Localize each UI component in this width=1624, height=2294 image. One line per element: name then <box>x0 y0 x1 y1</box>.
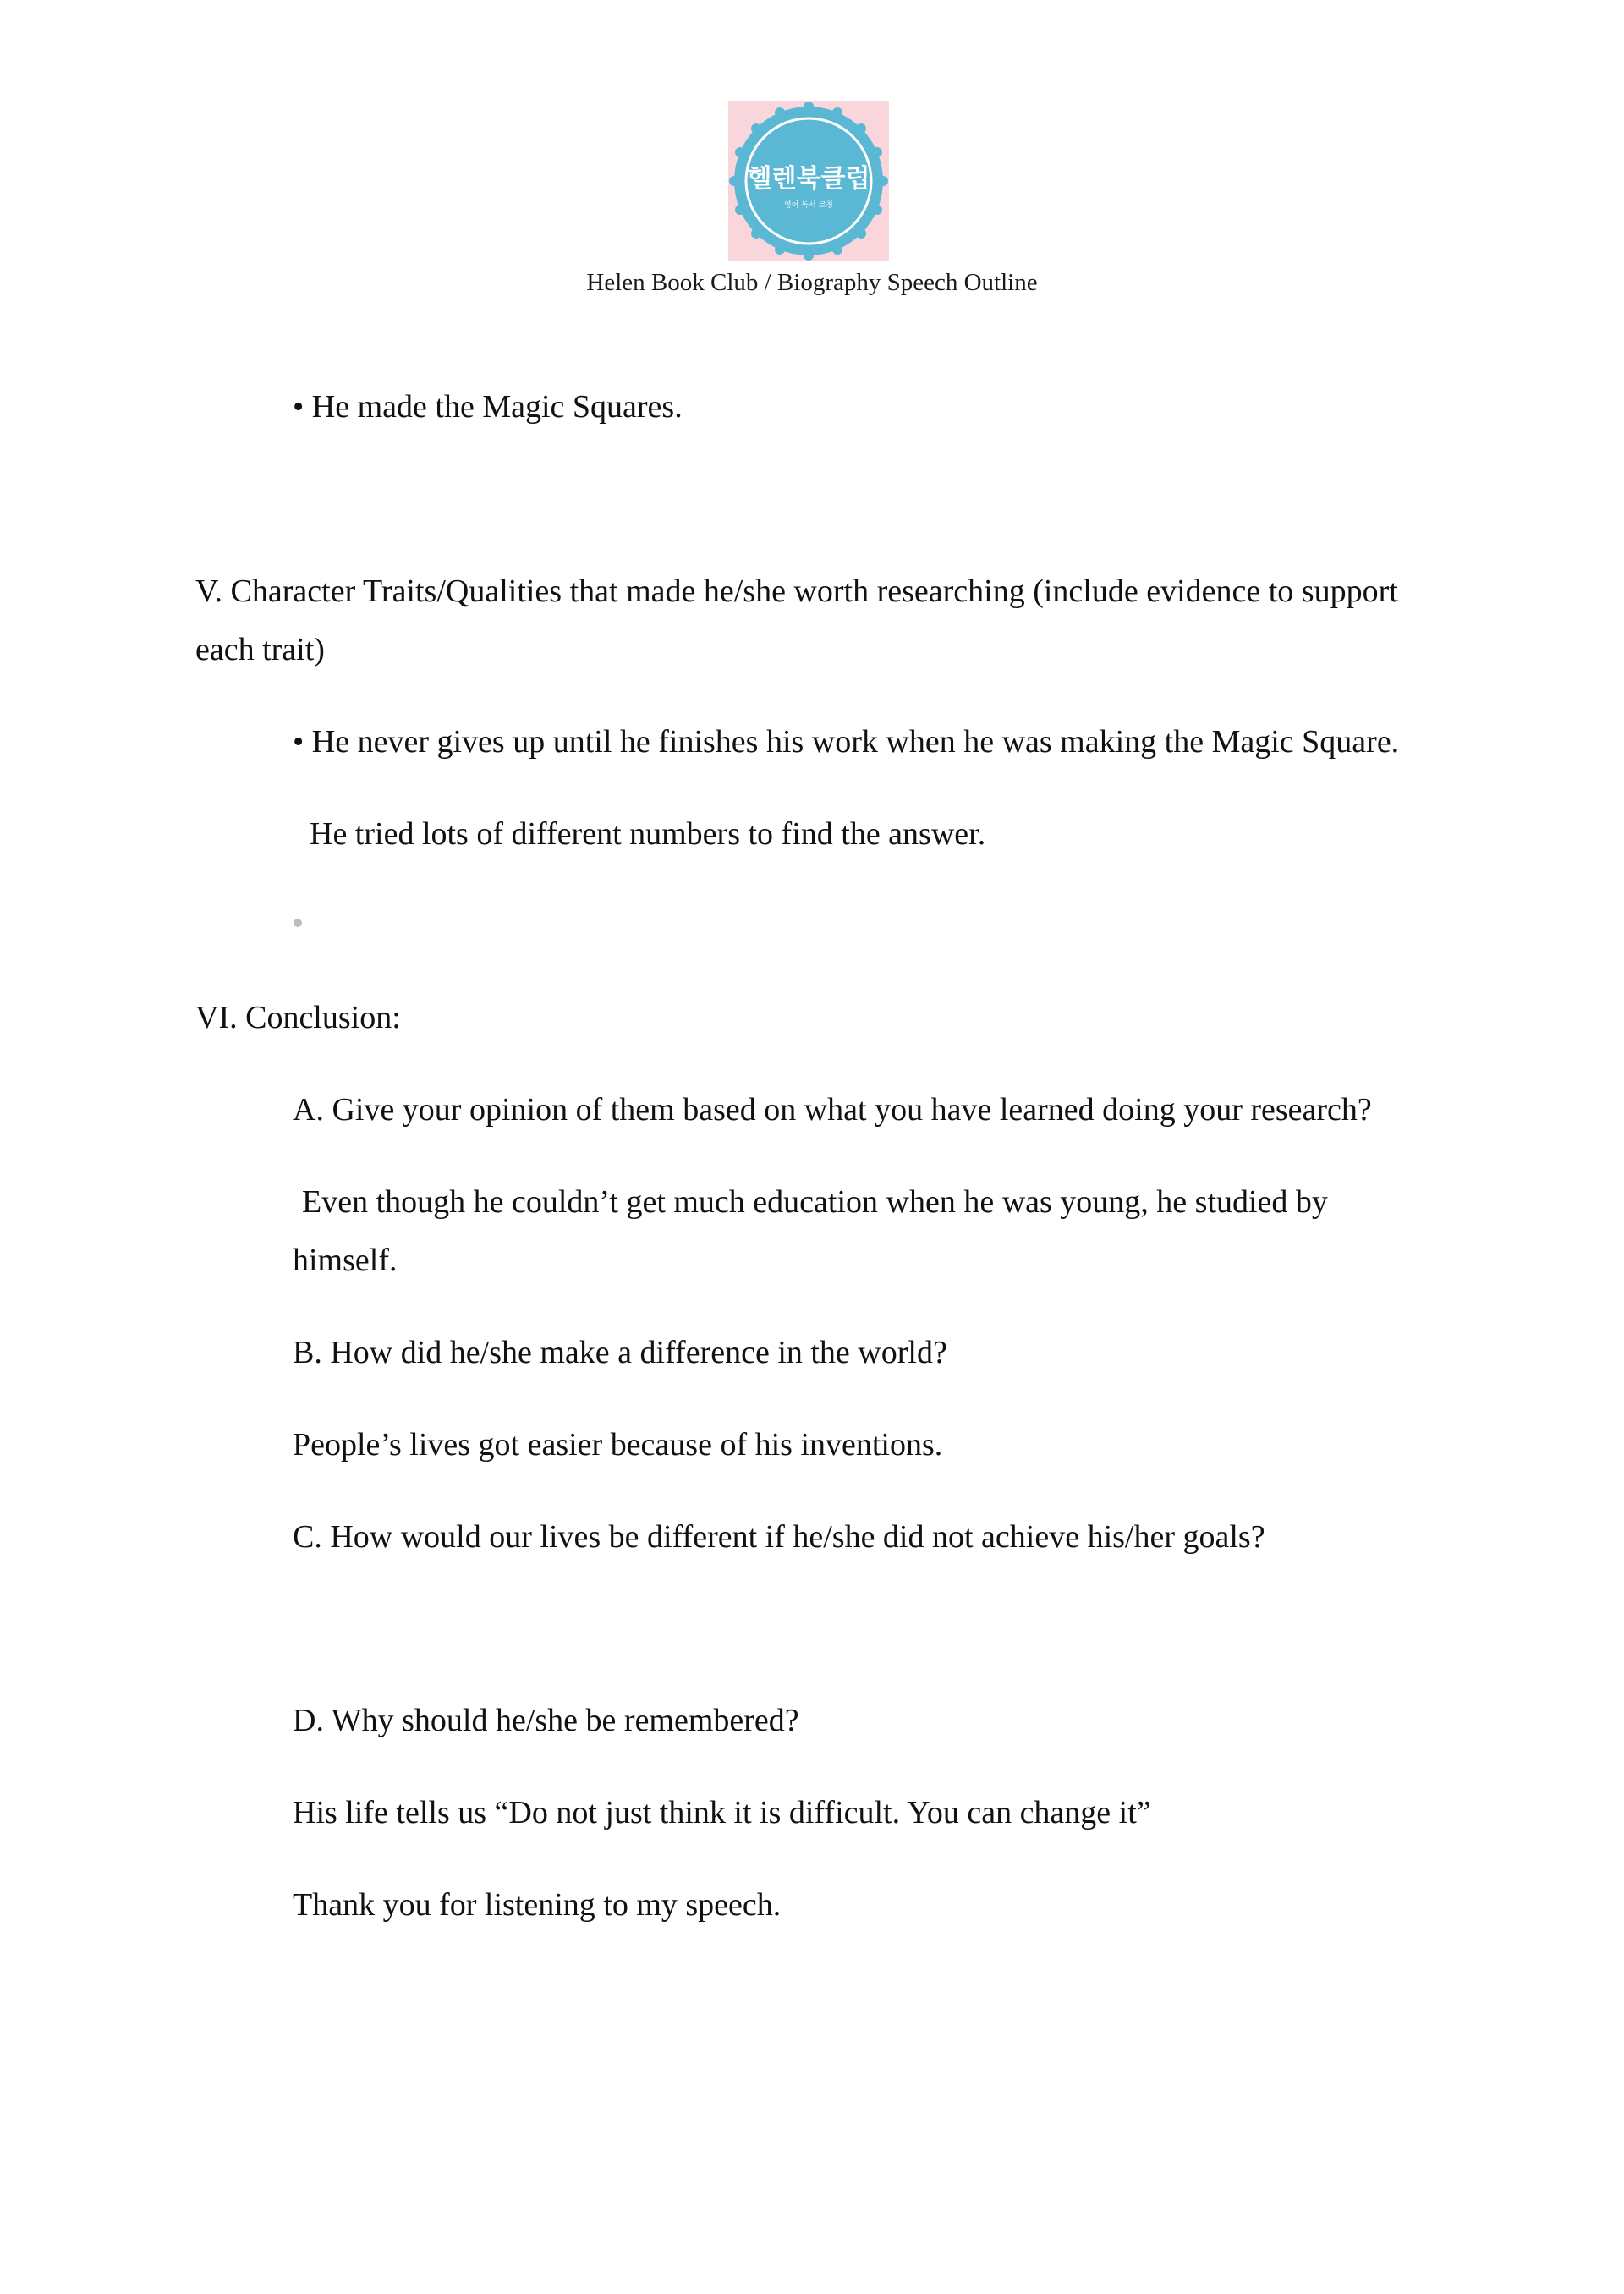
question-d: D. Why should he/she be remembered? <box>293 1703 799 1738</box>
section-v-heading-continued: each trait) <box>195 632 325 667</box>
closing-line: Thank you for listening to my speech. <box>293 1887 782 1923</box>
bullet-magic-squares: • He made the Magic Squares. <box>293 389 683 425</box>
seal-badge-icon <box>728 101 889 261</box>
answer-d: His life tells us “Do not just think it is difficult. You can change it” <box>293 1795 1151 1830</box>
logo-subtext: 영어 독서 코칭 <box>784 201 833 210</box>
trait-continuation: He tried lots of different numbers to find the answer. <box>310 816 986 852</box>
helen-book-club-logo <box>728 101 889 261</box>
question-a: A. Give your opinion of them based on what you have learned doing your research? <box>293 1092 1372 1128</box>
empty-bullet-point <box>294 919 302 927</box>
question-c: C. How would our lives be different if he/she did not achieve his/her goals? <box>293 1519 1265 1555</box>
section-v-heading: V. Character Traits/Qualities that made he/she worth researching (include evidence to support <box>195 574 1398 609</box>
section-vi-heading: VI. Conclusion: <box>195 1000 401 1035</box>
trait-bullet: • He never gives up until he finishes his work when he was making the Magic Square. <box>293 724 1400 760</box>
answer-a-continued: himself. <box>293 1243 398 1278</box>
question-b: B. How did he/she make a difference in the world? <box>293 1335 947 1370</box>
page-header-title: Helen Book Club / Biography Speech Outline <box>586 269 1038 296</box>
logo-text: 헬렌북클럽 <box>747 164 870 194</box>
answer-b: People’s lives got easier because of his inventions. <box>293 1427 943 1463</box>
answer-a: Even though he couldn’t get much education when he was young, he studied by <box>302 1184 1328 1220</box>
